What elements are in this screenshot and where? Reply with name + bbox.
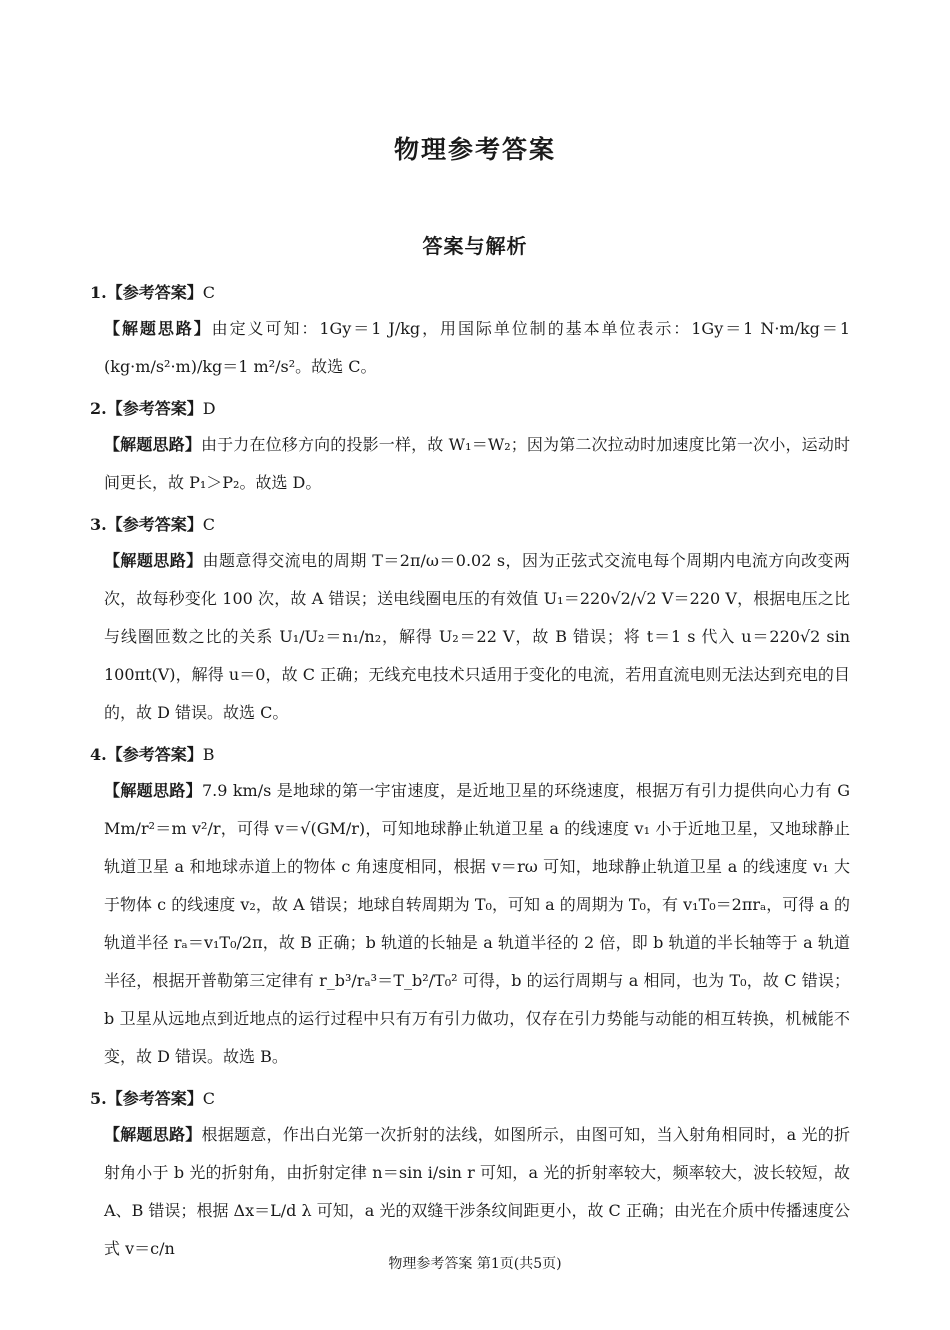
analysis-label: 【解题思路】 (104, 551, 203, 570)
analysis-content: 7.9 km/s 是地球的第一宇宙速度，是近地卫星的环绕速度，根据万有引力提供向心力有 G Mm/r²＝m v²/r，可得 v＝√(GM/r)，可知地球静止轨道卫星 a 的线速度 v₁ 小于近地卫星，又地球静止轨道卫星 a 和地球赤道上的物体 c 角速度相同，根据 v＝rω 可知，地球静止轨道卫星 a 的线速度 v₁ 大于物体 c 的线速度 v₂，故 A 错误；地球自转周期为 T₀，可知 a 的周期为 T₀，有 v₁T₀＝2πrₐ，可得 a 的轨道半径 rₐ＝v₁T₀/2π，故 B 正确；b 轨道的长轴是 a 轨道半径的 2 倍，即 b 轨道的半长轴等于 a 轨道半径，根据开普勒第三定律有 r_b³/rₐ³＝T_b²/T₀² 可得，b 的运行周期与 a 相同，也为 T₀，故 C 错误；b 卫星从远地点到近地点的运行过程中只有万有引力做功，仅存在引力势能与动能的相互转换，机械能不变，故 D 错误。故选 B。 (104, 781, 850, 1066)
question-number: 4. (90, 745, 107, 764)
answer-label: 【参考答案】 (106, 283, 203, 302)
analysis-label: 【解题思路】 (104, 1125, 202, 1144)
analysis-text (104, 542, 850, 732)
question-1 (90, 280, 850, 386)
answer-line (90, 742, 850, 768)
analysis-text (104, 426, 850, 502)
analysis-content: 由题意得交流电的周期 T＝2π/ω＝0.02 s，因为正弦式交流电每个周期内电流方向改变两次，故每秒变化 100 次，故 A 错误；送电线圈电压的有效值 U₁＝220√2/√2 V＝220 V，根据电压之比与线圈匝数之比的关系 U₁/U₂＝n₁/n₂，解得 U₂＝22 V，故 B 错误；将 t＝1 s 代入 u＝220√2 sin 100πt(V)，解得 u＝0，故 C 正确；无线充电技术只适用于变化的电流，若用直流电则无法达到充电的目的，故 D 错误。故选 C。 (104, 551, 850, 722)
analysis-label: 【解题思路】 (104, 781, 202, 800)
analysis-label: 【解题思路】 (104, 435, 201, 454)
answer-line (90, 1086, 850, 1112)
answer-value: C (202, 515, 215, 534)
question-2 (90, 396, 850, 502)
analysis-text (104, 772, 850, 1076)
answer-label: 【参考答案】 (106, 399, 203, 418)
answer-line (90, 396, 850, 422)
analysis-text (104, 310, 850, 386)
analysis-text (104, 1116, 850, 1268)
analysis-label: 【解题思路】 (104, 319, 212, 338)
answer-label: 【参考答案】 (106, 745, 203, 764)
answer-label: 【参考答案】 (106, 515, 203, 534)
analysis-content: 根据题意，作出白光第一次折射的法线，如图所示，由图可知，当入射角相同时，a 光的折射角小于 b 光的折射角，由折射定律 n＝sin i/sin r 可知，a 光的折射率较大，频率较大，波长较短，故 A、B 错误；根据 Δx＝L/d λ 可知，a 光的双缝干涉条纹间距更小，故 C 正确；由光在介质中传播速度公式 v＝c/n (104, 1125, 850, 1258)
answer-value: C (202, 1089, 215, 1108)
question-number: 1. (90, 283, 107, 302)
analysis-content: 由于力在位移方向的投影一样，故 W₁＝W₂；因为第二次拉动时加速度比第一次小，运动时间更长，故 P₁＞P₂。故选 D。 (104, 435, 850, 492)
question-4 (90, 742, 850, 1076)
answer-value: C (202, 283, 215, 302)
page-footer: 物理参考答案 第1页(共5页) (388, 1256, 562, 1272)
section-title: 答案与解析 (422, 234, 528, 258)
analysis-content: 由定义可知：1Gy＝1 J/kg，用国际单位制的基本单位表示：1Gy＝1 N·m/kg＝1 (kg·m/s²·m)/kg＝1 m²/s²。故选 C。 (104, 319, 850, 376)
question-3 (90, 512, 850, 732)
question-number: 5. (90, 1089, 107, 1108)
page-title: 物理参考答案 (393, 135, 556, 164)
answer-value: B (202, 745, 215, 764)
answer-list (90, 280, 850, 1278)
answer-line (90, 512, 850, 538)
question-5 (90, 1086, 850, 1268)
answer-value: D (202, 399, 216, 418)
answer-line (90, 280, 850, 306)
question-number: 3. (90, 515, 107, 534)
answer-label: 【参考答案】 (106, 1089, 203, 1108)
question-number: 2. (90, 399, 107, 418)
